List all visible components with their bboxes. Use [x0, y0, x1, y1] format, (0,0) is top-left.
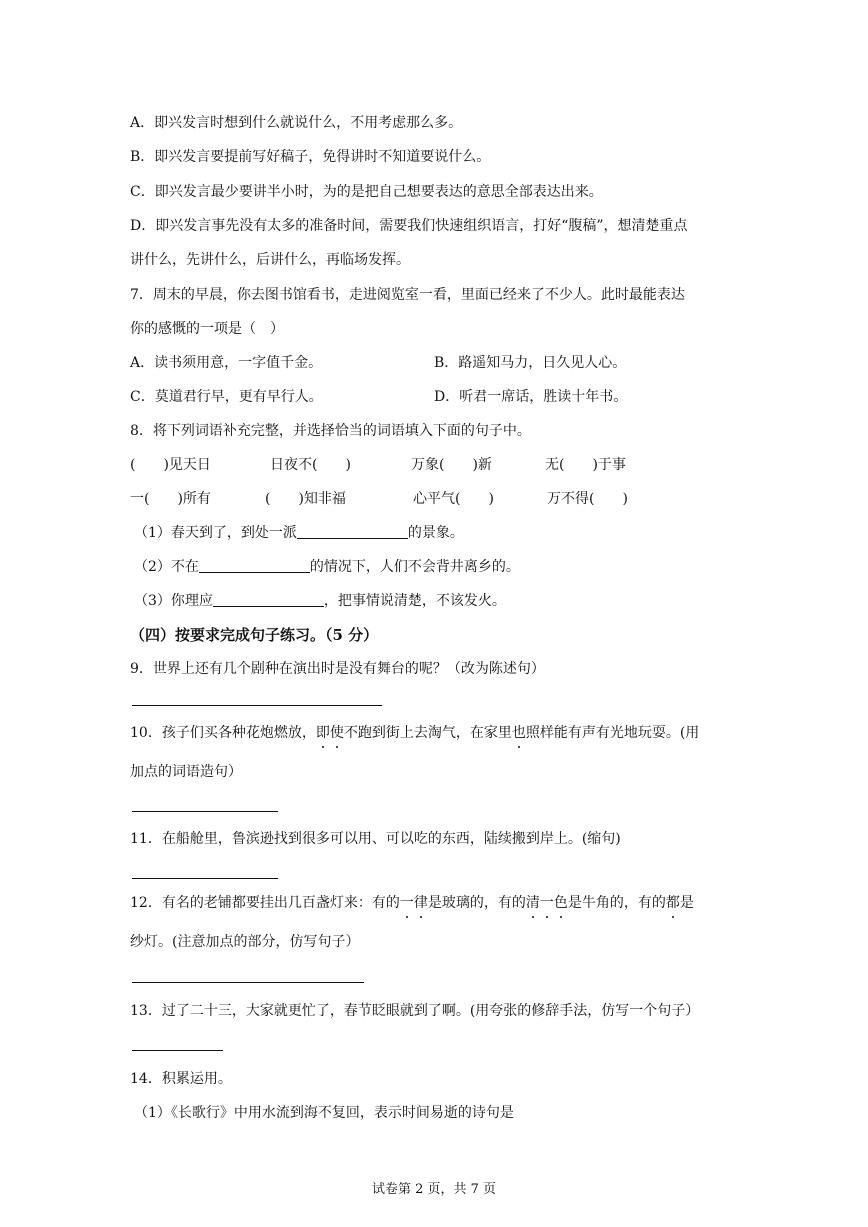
q10-dotted-3: 也 — [511, 725, 526, 741]
q12-dotted-2: 律 — [413, 895, 428, 911]
q6-option-a: A．即兴发言时想到什么就说什么，不用考虑那么多。 — [130, 115, 463, 131]
q8-word-4: 无( )于事 — [545, 457, 626, 473]
q10-dotted-1: 即 — [315, 725, 330, 741]
q12-text-a: 12．有名的老铺都要挂出几百盏灯来：有的 — [130, 895, 400, 911]
section-4-heading: （四）按要求完成句子练习。（5 分） — [130, 626, 379, 644]
q12-line2: 纱灯。(注意加点的部分，仿写句子） — [130, 934, 360, 950]
q12-answer-line[interactable] — [132, 982, 364, 983]
q8-s2-after: 的情况下，人们不会背井离乡的。 — [309, 559, 520, 575]
q10-text-a: 10．孩子们买各种花炮燃放， — [130, 725, 316, 741]
q7-option-d: D．听君一席话，胜读十年书。 — [434, 389, 628, 405]
q14-sentence-1: （1）《长歌行》中用水流到海不复回，表示时间易逝的诗句是 — [134, 1105, 514, 1121]
q10-text-b: 不跑到街上去淘气，在家里 — [343, 725, 512, 741]
page-footer: 试卷第 2 页，共 7 页 — [371, 1182, 497, 1197]
q12-dotted-6: 都 — [665, 895, 680, 911]
q12-text-b: 是玻璃的，有的 — [427, 895, 526, 911]
q8-sentence-1 — [134, 523, 464, 543]
q13-text: 13．过了二十三，大家就更忙了，春节眨眼就到了啊。(用夸张的修辞手法，仿写一个句子） — [130, 1003, 700, 1019]
q6-option-c: C．即兴发言最少要讲半小时，为的是把自己想要表达的意思全部表达出来。 — [130, 184, 603, 200]
q6-option-d-line1: D．即兴发言事先没有太多的准备时间，需要我们快速组织语言，打好“腹稿”，想清楚重点 — [130, 218, 688, 234]
q10-dotted-2: 使 — [329, 725, 344, 741]
q8-word-7: 心平气( ) — [413, 491, 494, 507]
q12-text-c: 是牛角的，有的 — [567, 895, 666, 911]
q9-text: 9．世界上还有几个剧种在演出时是没有舞台的呢？（改为陈述句） — [130, 661, 545, 677]
q12-dotted-4: 一 — [539, 895, 554, 911]
q12-dotted-3: 清 — [525, 895, 540, 911]
q8-word-8: 万不得( ) — [547, 491, 628, 507]
q8-s3-before: （3）你理应 — [134, 593, 213, 609]
q8-s2-before: （2）不在 — [134, 559, 199, 575]
q8-s1-blank[interactable] — [297, 524, 408, 539]
q7-stem-line2: 你的感慨的一项是（ ） — [130, 321, 284, 337]
q8-word-2: 日夜不( ) — [270, 457, 351, 473]
q9-answer-line[interactable] — [132, 705, 382, 706]
q11-answer-line[interactable] — [132, 878, 278, 879]
q12-line1 — [130, 893, 694, 913]
q10-answer-line[interactable] — [132, 811, 278, 812]
q7-stem-line1: 7．周末的早晨，你去图书馆看书，走进阅览室一看，里面已经来了不少人。此时最能表达 — [130, 287, 685, 303]
q8-sentence-2 — [134, 557, 520, 577]
q14-stem: 14．积累运用。 — [130, 1071, 232, 1087]
q8-s1-before: （1）春天到了，到处一派 — [134, 525, 297, 541]
q7-option-b: B．路遥知马力，日久见人心。 — [434, 355, 627, 371]
q6-option-b: B．即兴发言要提前写好稿子，免得讲时不知道要说什么。 — [130, 149, 491, 165]
q8-word-1: ( )见天日 — [130, 457, 211, 473]
q13-answer-line[interactable] — [132, 1050, 223, 1051]
q8-s3-after: ，把事情说清楚，不该发火。 — [323, 593, 506, 609]
q7-option-a: A．读书须用意，一字值千金。 — [130, 355, 323, 371]
q11-text: 11．在船舱里，鲁滨逊找到很多可以用、可以吃的东西，陆续搬到岸上。(缩句) — [130, 831, 621, 847]
q8-sentence-3 — [134, 591, 506, 611]
q10-line2: 加点的词语造句） — [130, 764, 242, 780]
q8-stem: 8．将下列词语补充完整，并选择恰当的词语填入下面的句子中。 — [130, 423, 531, 439]
q12-dotted-5: 色 — [553, 895, 568, 911]
q8-word-3: 万象( )新 — [411, 457, 492, 473]
q8-word-5: 一( )所有 — [130, 491, 211, 507]
q12-dotted-1: 一 — [399, 895, 414, 911]
q8-s3-blank[interactable] — [213, 592, 324, 607]
q8-s2-blank[interactable] — [199, 558, 310, 573]
q8-word-6: ( )知非福 — [265, 491, 346, 507]
q7-option-c: C．莫道君行早，更有早行人。 — [130, 389, 323, 405]
q10-text-c: 照样能有声有光地玩耍。(用 — [525, 725, 700, 741]
q8-s1-after: 的景象。 — [407, 525, 464, 541]
q10-line1 — [130, 723, 699, 743]
q12-text-d: 是 — [679, 895, 694, 911]
q6-option-d-line2: 讲什么，先讲什么，后讲什么，再临场发挥。 — [130, 252, 410, 268]
